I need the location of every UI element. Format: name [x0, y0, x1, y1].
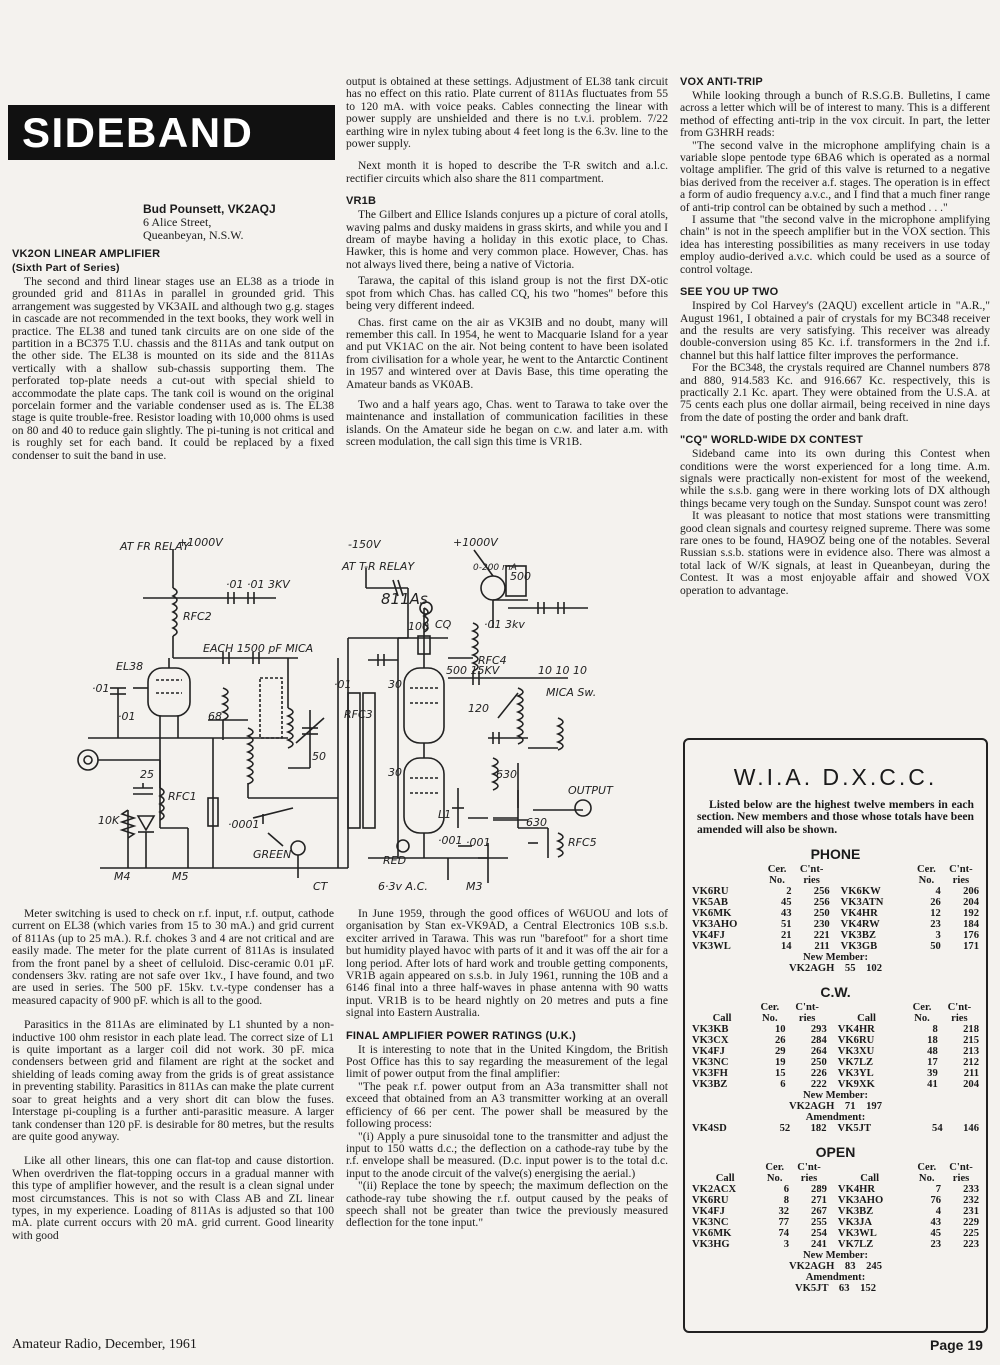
- circuit-label: ·01: [118, 710, 136, 723]
- countries-cell: 218: [963, 1024, 979, 1036]
- circuit-label: OUTPUT: [568, 784, 613, 797]
- cert-cell: 43: [930, 1217, 942, 1229]
- footer-publication: Amateur Radio, December, 1961: [12, 1337, 197, 1352]
- call-cell: VK3WL: [692, 941, 731, 953]
- call-cell: VK6KW: [840, 886, 881, 898]
- column-header: No.: [762, 1013, 778, 1025]
- paragraph: In June 1959, through the good offices of W6UOU and lots of organisation by Stan ex-VK9AD, a Central Electronics 10B s.s.b. exciter arrived in Tarawa. This was run "barefoot" for a short time but humidity played havoc with parts of it and it was off the air for a long period. After lots of hard work and trouble getting components, VR1B again appeared on s.s.b. in July 1961, running the 10B and a 6146 final into a three half-waves in phase antenna with 90 watts input. VR1B is to be heard nightly on 20 metres and puts a fine signal into Eastern Australia.: [346, 907, 668, 1020]
- table-row: [691, 1123, 980, 1134]
- call-cell: VK4HR: [837, 1024, 875, 1036]
- call-cell: VK3FH: [692, 1068, 728, 1080]
- cert-cell: 48: [927, 1046, 938, 1058]
- countries-cell: 192: [963, 908, 979, 920]
- call-cell: VK9XK: [837, 1079, 875, 1091]
- cert-cell: 19: [774, 1057, 786, 1069]
- call-cell: VK3ATN: [840, 897, 884, 909]
- cert-cell: 77: [778, 1217, 790, 1229]
- circuit-label: M3: [466, 880, 483, 893]
- column-header: C'nt-: [799, 864, 824, 876]
- call-cell: VK3YL: [837, 1068, 874, 1080]
- call-cell: VK3XU: [837, 1046, 875, 1058]
- countries-cell: 221: [813, 930, 830, 942]
- cert-cell: 17: [927, 1057, 938, 1069]
- circuit-label: +1000V: [178, 536, 223, 549]
- cert-cell: 23: [930, 919, 941, 931]
- table-row: [691, 941, 980, 952]
- countries-cell: 231: [963, 1206, 979, 1218]
- column-1-top: [12, 248, 334, 462]
- call-cell: VK7LZ: [837, 1239, 874, 1251]
- amendment-value: VK5JT 63 152: [794, 1283, 877, 1295]
- cert-cell: 4: [935, 886, 941, 898]
- cert-cell: 8: [932, 1024, 938, 1036]
- cert-cell: 39: [927, 1068, 938, 1080]
- countries-cell: 230: [813, 919, 830, 931]
- table-row: [691, 1024, 980, 1035]
- column-header: C'nt-: [949, 1162, 973, 1174]
- cert-cell: 29: [774, 1046, 786, 1058]
- table-row: [691, 1195, 980, 1206]
- table-header-row: [691, 875, 980, 886]
- cert-cell: 45: [780, 897, 792, 909]
- table-header-row: [691, 864, 980, 875]
- paragraph: I assume that "the second valve in the microphone amplifying chain" is not in the speech amplifier but in the VOX section. This idea has interesting possibilities as many receivers in use today employ audio-derived a.v.c. which could be used as a source of control voltage.: [680, 213, 990, 276]
- circuit-label: 500 15KV: [446, 664, 500, 677]
- paragraph: The second and third linear stages use an EL38 as a triode in grounded grid and 811As in parallel in grounded grid. This arrangement was suggested by VK3AIL and although two g.g. stages in cascade are not recommended in the text books, they work well in practice. The EL38 and tuned tank circuits are on one side of the partition in a BC375 T.U. chassis and the 811As and tank output on the other side. The EL38 is mounted on its side and the 811As vertically with a shallow sub-chassis supporting them. The perforated top-plate needs a cut-out with special shield to accommodate the plate caps. The tank coil is wound on the original porcelain former and the variable condenser used as is. The EL38 stage is quite trouble-free. Resistor loading with 10,000 ohms is used on 80 and 40 to reduce gain slightly. The pi-tuning is not critical and is roughly set for each band. It could be replaced by a fixed condenser to suit the band in use.: [12, 275, 334, 462]
- cert-cell: 23: [930, 1239, 942, 1251]
- call-cell: VK6MK: [692, 1228, 732, 1240]
- countries-cell: 212: [963, 1057, 979, 1069]
- cert-cell: 18: [927, 1035, 938, 1047]
- paragraph: "The second valve in the microphone amplifying chain is a variable slope pentode type 6BA6 which is operated as a normal voltage amplifier. The grid of this valve is returned to a negative bias derived from the receiver a.f. stages. The operation is in effect a form of audio frequency a.v.c., and I find that a much finer range of anti-trip control can be obtained by such a method . . .": [680, 138, 990, 214]
- circuit-label: ·0001: [228, 818, 260, 831]
- circuit-label: 10K: [98, 814, 120, 827]
- table-row: [691, 1228, 980, 1239]
- circuit-label: ·01 ·01 3KV: [226, 578, 290, 591]
- dxcc-title: W.I.A. D.X.C.C.: [733, 764, 938, 790]
- table-row: [691, 1068, 980, 1079]
- phone-table: [691, 864, 980, 952]
- countries-cell: 255: [811, 1217, 827, 1229]
- cert-cell: 32: [778, 1206, 790, 1218]
- countries-cell: 256: [813, 897, 830, 909]
- call-cell: VK3WL: [837, 1228, 877, 1240]
- column-header: ries: [800, 1173, 818, 1185]
- open-table: [691, 1162, 980, 1250]
- circuit-label: 0-200 mA: [473, 563, 517, 573]
- call-cell: VK3KB: [692, 1024, 729, 1036]
- paragraph: Parasitics in the 811As are eliminated by L1 shunted by a non-inductive 100 ohm resistor in each plate lead. The correct size of L1 is quite important as a larger coil did not work. 30 pF. mica condensers between grid and filament are right at the socket and shielding of leads coming away from the grids is of great assistance in preventing stability. Parasitics in 811As can make the plate current soar to great heights and a very short dit can blow the fuses. Interstage pi-coupling is a further anti-parasitic measure. A larger tank condenser than 120 pF. is desirable for 80 metres, but the results are quite good anyway.: [12, 1018, 334, 1143]
- countries-cell: 233: [963, 1184, 979, 1196]
- circuit-label: ·001: [466, 836, 491, 849]
- paragraph: Next month it is hoped to describe the T-R switch and a.l.c. rectifier circuits which also share the 811 compartment.: [346, 159, 668, 185]
- paragraph: It was pleasant to notice that most stations were transmitting good clean signals and courtesy reigned supreme. There was some rare ones to be found, HA9OZ being one of the notables. Several Russian s.s.b. stations were in evidence also. There was almost a total lack of W/K signals, at least in Queanbeyan, during the Contest. It was a most enjoyable affair and showed VOX operation to advantage.: [680, 509, 990, 597]
- paragraph: Chas. first came on the air as VK3IB and no doubt, many will remember this call. In 1954, he went to Macquarie Island for a year and put VK1AC on the air. Not being content to have been isolated from civilisation for a whole year, he went to the Antarctic Continent in 1957 and wintered over at Davis Base, this time operating the Amateur bands as VK0AB.: [346, 315, 668, 391]
- countries-cell: 206: [963, 886, 979, 898]
- countries-cell: 204: [963, 1079, 979, 1091]
- countries-cell: 176: [963, 930, 979, 942]
- countries-cell: 293: [810, 1024, 827, 1036]
- circuit-label: AT FR RELAY: [120, 540, 190, 553]
- circuit-label: ·01: [334, 678, 352, 691]
- countries-cell: 289: [811, 1184, 827, 1196]
- cert-cell: 15: [774, 1068, 786, 1080]
- call-cell: VK3GB: [840, 941, 878, 953]
- cw-table: [691, 1002, 980, 1090]
- table-row: [691, 1217, 980, 1228]
- countries-cell: 171: [963, 941, 979, 953]
- call-cell: VK5JT: [837, 1123, 872, 1135]
- new-member-label: New Member:: [802, 1090, 868, 1102]
- circuit-label: ·01 3kv: [484, 618, 525, 631]
- cert-cell: 10: [774, 1024, 786, 1036]
- column-header: Cer.: [767, 864, 787, 876]
- call-cell: VK6RU: [837, 1035, 875, 1047]
- circuit-label: 30: [388, 678, 402, 691]
- circuit-label: -150V: [348, 538, 381, 551]
- countries-cell: 254: [811, 1228, 827, 1240]
- circuit-label: EACH 1500 pF MICA: [203, 642, 314, 655]
- footer-page-number: Page 19: [930, 1337, 983, 1353]
- circuit-label: 120: [468, 702, 489, 715]
- subheading-part: (Sixth Part of Series): [12, 262, 120, 274]
- dxcc-box: [683, 738, 988, 1333]
- cert-cell: 3: [935, 930, 941, 942]
- circuit-label: AT T-R RELAY: [342, 560, 415, 573]
- new-member-label: New Member:: [802, 952, 868, 964]
- cert-cell: 8: [783, 1195, 790, 1207]
- paragraph: "The peak r.f. power output from an A3a transmitter shall not exceed that obtained from an A3 transmitter working at an overall efficiency of 66 per cent. The power shall be measured by the following process:: [346, 1079, 668, 1131]
- countries-cell: 229: [963, 1217, 979, 1229]
- cert-cell: 14: [780, 941, 792, 953]
- column-header: C'nt-: [949, 864, 973, 876]
- table-row: [691, 1079, 980, 1090]
- paragraph: It is interesting to note that in the United Kingdom, the British Post Office has this to say regarding the measurement of the legal limit of power output from the final amplifier:: [346, 1042, 668, 1081]
- circuit-label: 6·3v A.C.: [378, 880, 428, 893]
- countries-cell: 250: [813, 908, 830, 920]
- paragraph: "(i) Apply a pure sinusoidal tone to the transmitter and adjust the input to 150 watts d.c.; the deflection on a cathode-ray tube by the r.f. envelope shall be measured. (D.c. input power is to the total d.c. input to the anode circuit of the valve(s) energising the aerial.): [346, 1129, 668, 1180]
- countries-cell: 267: [811, 1206, 827, 1218]
- circuit-label: RFC3: [344, 708, 373, 721]
- paragraph: Meter switching is used to check on r.f. input, r.f. output, cathode current on EL38 (which varies from 15 to 30 mA.) and grid current of 811As (up to 25 mA.). R.f. chokes 3 and 4 are not critical and are easily made. The meter for the plate current of 811As is insulated from the front panel by a sheet of celluloid. Disc-ceramic 0.01 µF. condensers 3kv. rating are not safe over 1kv., I have found, and two are used in series. The 500 pF. 15kv. t.v.-type condenser has a measured capacity of 900 pF. which is all to the good.: [12, 907, 334, 1007]
- cert-cell: 54: [932, 1123, 943, 1135]
- countries-cell: 241: [811, 1239, 827, 1251]
- column-header: Cer.: [917, 864, 936, 876]
- cert-cell: 52: [779, 1123, 791, 1135]
- table-row: [691, 1206, 980, 1217]
- circuit-label: RFC1: [168, 790, 197, 803]
- table-row: [691, 919, 980, 930]
- circuit-label: ·01: [92, 682, 110, 695]
- heading-cq-contest: "CQ" WORLD-WIDE DX CONTEST: [680, 434, 864, 447]
- paragraph: Tarawa, the capital of this island group is not the first DX-otic spot from which Chas. has called CQ, his two "homes" before this being very different indeed.: [346, 274, 668, 313]
- column-header: C'nt-: [795, 1002, 819, 1014]
- call-cell: VK6RU: [692, 1195, 729, 1207]
- table-row: [691, 1035, 980, 1046]
- table-row: [691, 930, 980, 941]
- phone-title: PHONE: [810, 846, 861, 863]
- call-cell: VK2ACX: [692, 1184, 737, 1196]
- countries-cell: 225: [963, 1228, 979, 1240]
- column-header: Call: [712, 1013, 732, 1025]
- table-row: [691, 1184, 980, 1195]
- heading-vr1b: VR1B: [346, 195, 377, 208]
- paragraph: For the BC348, the crystals required are Channel numbers 878 and 880, 914.583 Kc. and 916.667 Kc. respectively, this is practically 2.1 Kc. apart. They were obtained from the U.S.A. at 75 cents each plus one dollar airmail, being received in nine days from the date of posting the order and bank draft.: [680, 361, 990, 424]
- call-cell: VK3HG: [692, 1239, 730, 1251]
- column-2-bottom: [346, 908, 668, 1230]
- new-member-value: VK2AGH 55 102: [789, 963, 882, 975]
- circuit-label: 100: [408, 620, 429, 633]
- column-header: C'nt-: [947, 1002, 972, 1014]
- table-row: [691, 1046, 980, 1057]
- circuit-label: RFC4: [478, 654, 507, 667]
- paragraph: Sideband came into its own during this Contest when conditions were the worst experienced for a long time. A.m. signals were practically non-existent for most of the weekend, while the s.s.b. gang were in there working lots of DX although things became very tough on the Sunday. Sunspot count was zero!: [680, 447, 990, 510]
- author-name: Bud Pounsett, VK2AQJ: [143, 202, 276, 216]
- circuit-label: 30: [388, 766, 402, 779]
- column-header: ries: [952, 875, 970, 887]
- call-cell: VK3NC: [692, 1057, 729, 1069]
- table-header-row: [691, 1013, 980, 1024]
- cert-cell: 76: [930, 1195, 942, 1207]
- cert-cell: 6: [783, 1184, 790, 1196]
- countries-cell: 204: [963, 897, 979, 909]
- dxcc-intro: Listed below are the highest twelve members in each section. New members and those whose totals have been amended will also be shown.: [697, 798, 974, 836]
- cert-cell: 12: [930, 908, 941, 920]
- cert-cell: 26: [930, 897, 941, 909]
- countries-cell: 250: [810, 1057, 827, 1069]
- circuit-label: 811As: [381, 590, 428, 608]
- call-cell: VK3AHO: [837, 1195, 884, 1207]
- circuit-label: 630: [496, 768, 517, 781]
- column-header: No.: [918, 1173, 935, 1185]
- cert-cell: 26: [774, 1035, 786, 1047]
- circuit-label: RED: [383, 854, 407, 867]
- circuit-diagram: [48, 528, 648, 898]
- cert-cell: 51: [780, 919, 792, 931]
- cw-amendment-table: [691, 1123, 980, 1134]
- circuit-label: M5: [172, 870, 189, 883]
- countries-cell: 223: [963, 1239, 979, 1251]
- column-header: Cer.: [917, 1162, 937, 1174]
- open-title: OPEN: [815, 1144, 856, 1161]
- countries-cell: 271: [811, 1195, 827, 1207]
- call-cell: VK3NC: [692, 1217, 729, 1229]
- circuit-label: RFC5: [568, 836, 597, 849]
- heading-see-you-up-two: SEE YOU UP TWO: [680, 286, 779, 299]
- table-row: [691, 886, 980, 897]
- author-town: Queanbeyan, N.S.W.: [143, 228, 244, 242]
- circuit-label: RFC2: [183, 610, 212, 623]
- call-cell: VK4SD: [692, 1123, 727, 1135]
- table-row: [691, 897, 980, 908]
- cert-cell: 21: [780, 930, 792, 942]
- author-street: 6 Alice Street,: [143, 215, 212, 229]
- circuit-label: 50: [312, 750, 326, 763]
- call-cell: VK3CX: [692, 1035, 729, 1047]
- circuit-label: MICA Sw.: [546, 686, 597, 699]
- circuit-label: CT: [313, 880, 328, 893]
- call-cell: VK3BZ: [840, 930, 876, 942]
- table-header-row: [691, 1173, 980, 1184]
- column-header: Cer.: [912, 1002, 932, 1014]
- circuit-label: M4: [114, 870, 131, 883]
- cert-cell: 45: [930, 1228, 942, 1240]
- paragraph: The Gilbert and Ellice Islands conjures up a picture of coral atolls, waving palms and dusky maidens in grass skirts, and while you and I dream of maybe having a holiday in this exotic place, to Chas. Hawker, this is home and very common place. However, Chas. has not always lived there, being a native of Victoria.: [346, 208, 668, 271]
- column-3: [680, 76, 990, 597]
- column-header: C'nt-: [797, 1162, 821, 1174]
- column-header: Cer.: [760, 1002, 780, 1014]
- column-header: No.: [766, 1173, 783, 1185]
- call-cell: VK3AHO: [692, 919, 738, 931]
- countries-cell: 211: [814, 941, 830, 953]
- cert-cell: 4: [935, 1206, 942, 1218]
- column-header: No.: [769, 875, 785, 887]
- table-header-row: [691, 1162, 980, 1173]
- circuit-label: +1000V: [453, 536, 498, 549]
- table-row: [691, 908, 980, 919]
- countries-cell: 256: [813, 886, 830, 898]
- countries-cell: 184: [963, 919, 979, 931]
- circuit-label: 68: [208, 710, 222, 723]
- column-header: No.: [914, 1013, 930, 1025]
- circuit-label: 500: [510, 570, 531, 583]
- heading-vox: VOX ANTI-TRIP: [680, 76, 763, 88]
- countries-cell: 232: [963, 1195, 979, 1207]
- heading-power-ratings: FINAL AMPLIFIER POWER RATINGS (U.K.): [346, 1029, 577, 1042]
- call-cell: VK3JA: [837, 1217, 873, 1229]
- paragraph: output is obtained at these settings. Adjustment of EL38 tank circuit has no effect on this ratio. Plate current of 811As fluctuates from 55 to 120 mA. with voice peaks. Cables connecting the linear with power supply are unshielded and there is no t.v.i. problem. 7/22 earthing wire in nylex tubing about 4 feet long is the 6.3v. line to the power supply.: [346, 75, 668, 151]
- cert-cell: 2: [786, 886, 792, 898]
- paragraph: "(ii) Replace the tone by speech; the maximum deflection on the cathode-ray tube showing the r.f. output caused by the peaks of speech shall not be greater than twice the previously measured deflection for the tone input.": [346, 1179, 668, 1230]
- circuit-label: L1: [438, 808, 452, 821]
- column-header: No.: [918, 875, 935, 887]
- column-header: Cer.: [765, 1162, 785, 1174]
- circuit-label: 10 10 10: [538, 664, 587, 677]
- circuit-label: GREEN: [253, 848, 292, 861]
- countries-cell: 222: [810, 1079, 827, 1091]
- column-header: ries: [798, 1013, 816, 1025]
- table-header-row: [691, 1002, 980, 1013]
- cert-cell: 74: [778, 1228, 790, 1240]
- countries-cell: 213: [963, 1046, 979, 1058]
- circuit-label: 630: [526, 816, 547, 829]
- call-cell: VK4FJ: [692, 930, 725, 942]
- cert-cell: 7: [935, 1184, 942, 1196]
- call-cell: VK6RU: [692, 886, 729, 898]
- cw-title: C.W.: [820, 984, 851, 1001]
- column-header: Call: [857, 1013, 876, 1025]
- author-block: [143, 203, 276, 242]
- new-member-value: VK2AGH 71 197: [789, 1101, 882, 1113]
- new-member-value: VK2AGH 83 245: [789, 1261, 882, 1273]
- call-cell: VK3BZ: [692, 1079, 728, 1091]
- amendment-label: Amendment:: [805, 1272, 866, 1284]
- column-header: ries: [952, 1173, 970, 1185]
- countries-cell: 211: [963, 1068, 979, 1080]
- circuit-label: EL38: [116, 660, 144, 673]
- circuit-label: 25: [140, 768, 154, 781]
- paragraph: Inspired by Col Harvey's (2AQU) excellent article in "A.R.," August 1961, I obtained a pair of crystals for my BC348 receiver and the results are very satisfying. This receiver was already double-conversion using 85 Kc. i.f. transformers in the 2nd i.f. channel but this half lattice filter improves the performance.: [680, 299, 990, 362]
- table-row: [691, 1239, 980, 1250]
- circuit-label: ·001: [438, 834, 463, 847]
- table-row: [691, 1057, 980, 1068]
- cert-cell: 43: [780, 908, 792, 920]
- column-header: Call: [860, 1173, 880, 1185]
- section-banner: SIDEBAND: [8, 105, 335, 160]
- countries-cell: 146: [963, 1123, 979, 1135]
- heading-linear-amplifier: VK2ON LINEAR AMPLIFIER: [12, 248, 161, 260]
- column-header: ries: [803, 875, 820, 887]
- call-cell: VK4FJ: [692, 1206, 725, 1218]
- countries-cell: 182: [810, 1123, 827, 1135]
- call-cell: VK3BZ: [837, 1206, 874, 1218]
- call-cell: VK6MK: [692, 908, 732, 920]
- cert-cell: 50: [930, 941, 941, 953]
- call-cell: VK4RW: [840, 919, 880, 931]
- countries-cell: 215: [963, 1035, 979, 1047]
- amendment-label: Amendment:: [805, 1112, 866, 1124]
- column-2-top: [346, 76, 668, 449]
- circuit-label: CQ: [435, 618, 452, 631]
- call-cell: VK4HR: [837, 1184, 875, 1196]
- paragraph: Two and a half years ago, Chas. went to Tarawa to take over the maintenance and installation of communication facilities in these islands. On the Amateur side he began on c.w. and later a.m. with screen modulation, the call sign this time is VR1B.: [346, 397, 668, 449]
- call-cell: VK7LZ: [837, 1057, 874, 1069]
- countries-cell: 284: [810, 1035, 827, 1047]
- paragraph: While looking through a bunch of R.S.G.B. Bulletins, I came across a letter which will be of interest to many. This is a different method of effecting anti-trip in the vox circuit. In part, the letter from G3HRH reads:: [680, 89, 990, 140]
- new-member-label: New Member:: [802, 1250, 868, 1262]
- call-cell: VK5AB: [692, 897, 728, 909]
- column-header: Call: [715, 1173, 735, 1185]
- column-1-bottom: [12, 908, 334, 1242]
- column-header: ries: [951, 1013, 968, 1025]
- call-cell: VK4HR: [840, 908, 878, 920]
- cert-cell: 6: [780, 1079, 786, 1091]
- cert-cell: 3: [783, 1239, 790, 1251]
- cert-cell: 41: [927, 1079, 938, 1091]
- paragraph: Like all other linears, this one can flat-top and cause distortion. When overdriven the flat-topping occurs in a gradual manner with this type of amplifier however, and the result is a clean signal under most circumstances. This is not so with Class AB and ZL linear types, in my experience. Loading of 811As is adjusted so that 100 mA. plate current occurs with 20 mA. grid current. Good linearity with good: [12, 1154, 334, 1242]
- countries-cell: 226: [810, 1068, 827, 1080]
- call-cell: VK4FJ: [692, 1046, 725, 1058]
- countries-cell: 264: [810, 1046, 827, 1058]
